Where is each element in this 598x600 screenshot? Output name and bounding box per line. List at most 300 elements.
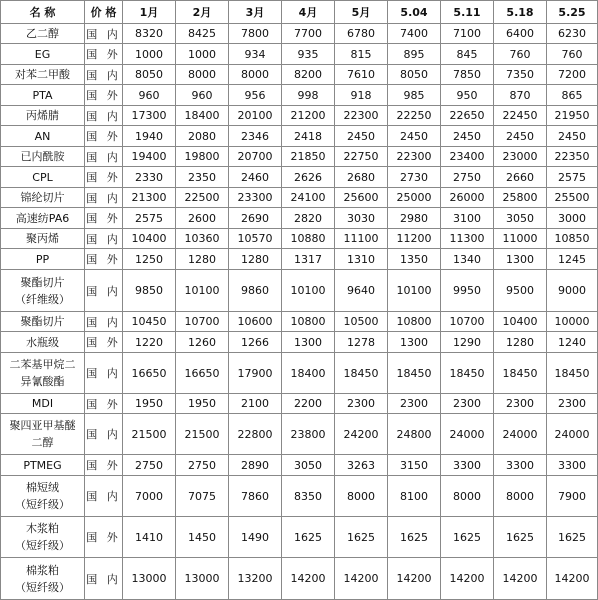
price-cell: 10700 xyxy=(176,312,229,332)
price-cell: 18450 xyxy=(547,353,598,394)
price-cell: 25800 xyxy=(494,188,547,208)
product-name-line: 聚酯切片 xyxy=(20,315,65,328)
price-cell: 18400 xyxy=(176,106,229,126)
price-cell: 18450 xyxy=(388,353,441,394)
table-row xyxy=(1,332,598,353)
price-cell: 10100 xyxy=(176,270,229,312)
price-cell: 21950 xyxy=(547,106,598,126)
region-cell: 国 外 xyxy=(85,167,123,188)
price-cell: 2730 xyxy=(388,167,441,188)
table-row xyxy=(1,353,598,394)
region-cell: 国 内 xyxy=(85,106,123,126)
table-row xyxy=(1,517,598,558)
price-cell: 2690 xyxy=(229,208,282,229)
product-name-line: 二苯基甲烷二 xyxy=(9,358,76,371)
region-cell: 国 内 xyxy=(85,147,123,167)
price-cell: 11100 xyxy=(335,229,388,249)
product-name xyxy=(1,106,85,126)
price-cell: 22800 xyxy=(229,414,282,455)
price-cell: 2330 xyxy=(123,167,176,188)
product-name-line: （短纤级） xyxy=(15,539,70,552)
price-cell: 6400 xyxy=(494,24,547,44)
price-cell: 1245 xyxy=(547,249,598,270)
price-cell: 7000 xyxy=(123,476,176,517)
price-cell: 2450 xyxy=(494,126,547,147)
header-period: 5.18 xyxy=(494,1,547,24)
price-cell: 25600 xyxy=(335,188,388,208)
price-cell: 918 xyxy=(335,85,388,106)
price-cell: 13000 xyxy=(123,558,176,600)
price-cell: 956 xyxy=(229,85,282,106)
price-cell: 2450 xyxy=(335,126,388,147)
product-name-line: MDI xyxy=(31,397,54,410)
price-cell: 22350 xyxy=(547,147,598,167)
table-row xyxy=(1,270,598,312)
table-row xyxy=(1,65,598,85)
product-name xyxy=(1,188,85,208)
region-cell: 国 外 xyxy=(85,455,123,476)
price-cell: 1250 xyxy=(123,249,176,270)
price-cell: 960 xyxy=(123,85,176,106)
price-cell: 23300 xyxy=(229,188,282,208)
region-cell: 国 外 xyxy=(85,126,123,147)
price-cell: 2750 xyxy=(123,455,176,476)
price-cell: 2450 xyxy=(388,126,441,147)
price-cell: 7400 xyxy=(388,24,441,44)
price-cell: 3000 xyxy=(547,208,598,229)
price-cell: 1317 xyxy=(282,249,335,270)
product-name-line: 对苯二甲酸 xyxy=(15,68,70,81)
product-name-line: （短纤级） xyxy=(15,498,70,511)
price-cell: 9850 xyxy=(123,270,176,312)
price-cell: 2460 xyxy=(229,167,282,188)
price-cell: 3300 xyxy=(547,455,598,476)
price-cell: 14200 xyxy=(335,558,388,600)
table-row xyxy=(1,558,598,600)
product-name-line: EG xyxy=(34,47,51,61)
header-period: 3月 xyxy=(229,1,282,24)
price-cell: 7860 xyxy=(229,476,282,517)
product-name-line: 棉短绒 xyxy=(26,481,59,494)
price-cell: 18450 xyxy=(441,353,494,394)
price-cell: 2300 xyxy=(388,394,441,414)
product-name-line: 聚酯切片 xyxy=(20,275,65,289)
product-name-line: （短纤级） xyxy=(15,580,70,594)
price-cell: 3100 xyxy=(441,208,494,229)
price-cell: 7700 xyxy=(282,24,335,44)
product-name-line: AN xyxy=(34,129,51,143)
price-cell: 10700 xyxy=(441,312,494,332)
price-cell: 1625 xyxy=(388,517,441,558)
price-cell: 10450 xyxy=(123,312,176,332)
product-name xyxy=(1,126,85,147)
table-row xyxy=(1,229,598,249)
header-period: 4月 xyxy=(282,1,335,24)
price-cell: 20700 xyxy=(229,147,282,167)
price-cell: 3300 xyxy=(441,455,494,476)
price-cell: 10100 xyxy=(388,270,441,312)
price-cell: 2450 xyxy=(441,126,494,147)
price-cell: 1220 xyxy=(123,332,176,353)
table-row xyxy=(1,24,598,44)
price-cell: 25500 xyxy=(547,188,598,208)
product-name-line: 高速纺PA6 xyxy=(15,211,70,225)
price-cell: 10100 xyxy=(282,270,335,312)
product-name xyxy=(1,270,85,312)
price-cell: 21850 xyxy=(282,147,335,167)
table-row xyxy=(1,106,598,126)
region-cell: 国 内 xyxy=(85,353,123,394)
price-cell: 2418 xyxy=(282,126,335,147)
price-cell: 23000 xyxy=(494,147,547,167)
product-name xyxy=(1,312,85,332)
product-name xyxy=(1,332,85,353)
price-cell: 22250 xyxy=(388,106,441,126)
price-cell: 24000 xyxy=(547,414,598,455)
price-cell: 2100 xyxy=(229,394,282,414)
product-name xyxy=(1,229,85,249)
price-cell: 1266 xyxy=(229,332,282,353)
price-cell: 18450 xyxy=(494,353,547,394)
price-cell: 8200 xyxy=(282,65,335,85)
price-cell: 2575 xyxy=(547,167,598,188)
price-cell: 10600 xyxy=(229,312,282,332)
price-cell: 9000 xyxy=(547,270,598,312)
table-row xyxy=(1,126,598,147)
price-cell: 1000 xyxy=(123,44,176,65)
price-cell: 11300 xyxy=(441,229,494,249)
price-cell: 23400 xyxy=(441,147,494,167)
price-cell: 2200 xyxy=(282,394,335,414)
price-cell: 14200 xyxy=(494,558,547,600)
region-cell: 国 内 xyxy=(85,229,123,249)
price-cell: 18400 xyxy=(282,353,335,394)
price-cell: 1300 xyxy=(282,332,335,353)
price-cell: 22500 xyxy=(176,188,229,208)
price-cell: 1350 xyxy=(388,249,441,270)
price-cell: 24100 xyxy=(282,188,335,208)
header-period: 5.04 xyxy=(388,1,441,24)
product-name xyxy=(1,476,85,517)
price-cell: 11200 xyxy=(388,229,441,249)
product-name-line: PTA xyxy=(32,88,53,102)
price-cell: 8000 xyxy=(176,65,229,85)
price-cell: 21200 xyxy=(282,106,335,126)
price-cell: 10800 xyxy=(388,312,441,332)
price-cell: 13200 xyxy=(229,558,282,600)
price-cell: 1300 xyxy=(494,249,547,270)
region-cell: 国 内 xyxy=(85,24,123,44)
price-cell: 3050 xyxy=(494,208,547,229)
product-name xyxy=(1,517,85,558)
price-cell: 10360 xyxy=(176,229,229,249)
price-cell: 2300 xyxy=(494,394,547,414)
price-cell: 2820 xyxy=(282,208,335,229)
price-cell: 21500 xyxy=(123,414,176,455)
region-cell: 国 内 xyxy=(85,558,123,600)
product-name-line: PTMEG xyxy=(23,458,62,472)
price-cell: 935 xyxy=(282,44,335,65)
product-name-line: 异氰酸酯 xyxy=(20,375,65,388)
table-row xyxy=(1,414,598,455)
price-cell: 16650 xyxy=(176,353,229,394)
price-cell: 22750 xyxy=(335,147,388,167)
price-cell: 11000 xyxy=(494,229,547,249)
product-name-line: 二醇 xyxy=(31,436,54,449)
table-row xyxy=(1,147,598,167)
price-cell: 3150 xyxy=(388,455,441,476)
price-cell: 8100 xyxy=(388,476,441,517)
price-cell: 7850 xyxy=(441,65,494,85)
price-cell: 2660 xyxy=(494,167,547,188)
price-cell: 26000 xyxy=(441,188,494,208)
header-period: 5.11 xyxy=(441,1,494,24)
region-cell: 国 外 xyxy=(85,249,123,270)
price-cell: 1625 xyxy=(282,517,335,558)
price-cell: 9860 xyxy=(229,270,282,312)
price-cell: 19400 xyxy=(123,147,176,167)
price-cell: 870 xyxy=(494,85,547,106)
table-row xyxy=(1,44,598,65)
price-cell: 10000 xyxy=(547,312,598,332)
region-cell: 国 内 xyxy=(85,188,123,208)
price-cell: 2680 xyxy=(335,167,388,188)
product-name xyxy=(1,414,85,455)
price-cell: 2300 xyxy=(335,394,388,414)
price-cell: 865 xyxy=(547,85,598,106)
table-row xyxy=(1,312,598,332)
price-cell: 845 xyxy=(441,44,494,65)
price-cell: 985 xyxy=(388,85,441,106)
price-cell: 1000 xyxy=(176,44,229,65)
price-cell: 19800 xyxy=(176,147,229,167)
price-cell: 1410 xyxy=(123,517,176,558)
table-row xyxy=(1,188,598,208)
product-name-line: PP xyxy=(35,252,50,266)
price-cell: 13000 xyxy=(176,558,229,600)
price-cell: 10800 xyxy=(282,312,335,332)
price-cell: 22650 xyxy=(441,106,494,126)
product-name-line: 聚四亚甲基醚 xyxy=(9,419,76,432)
price-cell: 998 xyxy=(282,85,335,106)
price-cell: 24200 xyxy=(335,414,388,455)
price-cell: 950 xyxy=(441,85,494,106)
price-cell: 1278 xyxy=(335,332,388,353)
price-cell: 6230 xyxy=(547,24,598,44)
header-price: 价 格 xyxy=(85,1,123,24)
price-cell: 1625 xyxy=(547,517,598,558)
price-cell: 760 xyxy=(494,44,547,65)
price-cell: 8000 xyxy=(229,65,282,85)
price-cell: 14200 xyxy=(388,558,441,600)
price-cell: 815 xyxy=(335,44,388,65)
price-cell: 1340 xyxy=(441,249,494,270)
price-cell: 17900 xyxy=(229,353,282,394)
table-row xyxy=(1,476,598,517)
price-cell: 1300 xyxy=(388,332,441,353)
price-cell: 1260 xyxy=(176,332,229,353)
price-cell: 9950 xyxy=(441,270,494,312)
price-cell: 7075 xyxy=(176,476,229,517)
price-cell: 2980 xyxy=(388,208,441,229)
price-cell: 2750 xyxy=(441,167,494,188)
price-cell: 3263 xyxy=(335,455,388,476)
price-cell: 9640 xyxy=(335,270,388,312)
product-name-line: 丙烯腈 xyxy=(26,109,59,122)
product-name xyxy=(1,24,85,44)
price-cell: 9500 xyxy=(494,270,547,312)
price-cell: 1940 xyxy=(123,126,176,147)
price-cell: 10880 xyxy=(282,229,335,249)
product-name-line: 棉浆粕 xyxy=(26,563,59,577)
price-cell: 2890 xyxy=(229,455,282,476)
product-name xyxy=(1,455,85,476)
price-cell: 2626 xyxy=(282,167,335,188)
region-cell: 国 内 xyxy=(85,414,123,455)
price-cell: 10850 xyxy=(547,229,598,249)
product-name xyxy=(1,44,85,65)
price-cell: 1490 xyxy=(229,517,282,558)
price-cell: 8050 xyxy=(388,65,441,85)
price-cell: 1280 xyxy=(176,249,229,270)
region-cell: 国 外 xyxy=(85,208,123,229)
price-cell: 1310 xyxy=(335,249,388,270)
price-cell: 8350 xyxy=(282,476,335,517)
price-cell: 8000 xyxy=(441,476,494,517)
product-name-line: 木浆粕 xyxy=(26,522,59,535)
price-cell: 6780 xyxy=(335,24,388,44)
region-cell: 国 外 xyxy=(85,44,123,65)
region-cell: 国 外 xyxy=(85,517,123,558)
price-cell: 1625 xyxy=(335,517,388,558)
price-cell: 22300 xyxy=(388,147,441,167)
header-period: 1月 xyxy=(123,1,176,24)
product-name xyxy=(1,65,85,85)
price-cell: 10400 xyxy=(494,312,547,332)
table-row xyxy=(1,394,598,414)
price-cell: 24800 xyxy=(388,414,441,455)
table-row xyxy=(1,208,598,229)
price-cell: 14200 xyxy=(441,558,494,600)
price-cell: 8000 xyxy=(494,476,547,517)
table-row xyxy=(1,455,598,476)
price-cell: 2350 xyxy=(176,167,229,188)
header-period: 2月 xyxy=(176,1,229,24)
product-name-line: 乙二醇 xyxy=(26,27,59,40)
price-cell: 8425 xyxy=(176,24,229,44)
price-cell: 23800 xyxy=(282,414,335,455)
product-name-line: 水瓶级 xyxy=(26,335,59,349)
table-row xyxy=(1,167,598,188)
price-cell: 21300 xyxy=(123,188,176,208)
table-row xyxy=(1,249,598,270)
price-cell: 1950 xyxy=(176,394,229,414)
price-cell: 2575 xyxy=(123,208,176,229)
product-name-line: 已内酰胺 xyxy=(20,150,65,163)
price-cell: 934 xyxy=(229,44,282,65)
product-name xyxy=(1,353,85,394)
price-cell: 8050 xyxy=(123,65,176,85)
price-cell: 895 xyxy=(388,44,441,65)
product-name xyxy=(1,208,85,229)
product-name xyxy=(1,249,85,270)
region-cell: 国 内 xyxy=(85,476,123,517)
price-cell: 18450 xyxy=(335,353,388,394)
header-name: 名 称 xyxy=(1,1,85,24)
product-name-line: （纤维级） xyxy=(15,292,70,306)
price-cell: 2080 xyxy=(176,126,229,147)
price-cell: 2300 xyxy=(441,394,494,414)
price-cell: 25000 xyxy=(388,188,441,208)
price-cell: 10570 xyxy=(229,229,282,249)
price-cell: 960 xyxy=(176,85,229,106)
price-cell: 2346 xyxy=(229,126,282,147)
price-cell: 8320 xyxy=(123,24,176,44)
price-cell: 17300 xyxy=(123,106,176,126)
price-cell: 8000 xyxy=(335,476,388,517)
price-cell: 7900 xyxy=(547,476,598,517)
price-cell: 20100 xyxy=(229,106,282,126)
price-cell: 1950 xyxy=(123,394,176,414)
product-name-line: 聚丙烯 xyxy=(26,232,59,245)
price-cell: 21500 xyxy=(176,414,229,455)
header-period: 5月 xyxy=(335,1,388,24)
price-cell: 22300 xyxy=(335,106,388,126)
product-name-line: 锦纶切片 xyxy=(20,191,65,204)
price-cell: 7610 xyxy=(335,65,388,85)
region-cell: 国 内 xyxy=(85,65,123,85)
price-cell: 2300 xyxy=(547,394,598,414)
price-cell: 22450 xyxy=(494,106,547,126)
price-cell: 10500 xyxy=(335,312,388,332)
product-name xyxy=(1,558,85,600)
price-cell: 10400 xyxy=(123,229,176,249)
price-cell: 1625 xyxy=(441,517,494,558)
price-cell: 1280 xyxy=(494,332,547,353)
price-cell: 14200 xyxy=(282,558,335,600)
region-cell: 国 内 xyxy=(85,270,123,312)
price-cell: 3050 xyxy=(282,455,335,476)
price-cell: 16650 xyxy=(123,353,176,394)
price-cell: 7800 xyxy=(229,24,282,44)
region-cell: 国 外 xyxy=(85,332,123,353)
price-cell: 1280 xyxy=(229,249,282,270)
product-name-line: CPL xyxy=(32,170,53,184)
header-period: 5.25 xyxy=(547,1,598,24)
price-cell: 24000 xyxy=(494,414,547,455)
product-name xyxy=(1,85,85,106)
product-name xyxy=(1,167,85,188)
price-cell: 14200 xyxy=(547,558,598,600)
price-cell: 1240 xyxy=(547,332,598,353)
price-cell: 3300 xyxy=(494,455,547,476)
price-cell: 2450 xyxy=(547,126,598,147)
price-cell: 7100 xyxy=(441,24,494,44)
table-row xyxy=(1,85,598,106)
price-cell: 2750 xyxy=(176,455,229,476)
product-name xyxy=(1,394,85,414)
price-cell: 2600 xyxy=(176,208,229,229)
header-row xyxy=(1,1,598,24)
product-name xyxy=(1,147,85,167)
price-cell: 7350 xyxy=(494,65,547,85)
price-cell: 1625 xyxy=(494,517,547,558)
region-cell: 国 外 xyxy=(85,85,123,106)
price-cell: 760 xyxy=(547,44,598,65)
region-cell: 国 外 xyxy=(85,394,123,414)
price-cell: 1450 xyxy=(176,517,229,558)
price-cell: 3030 xyxy=(335,208,388,229)
